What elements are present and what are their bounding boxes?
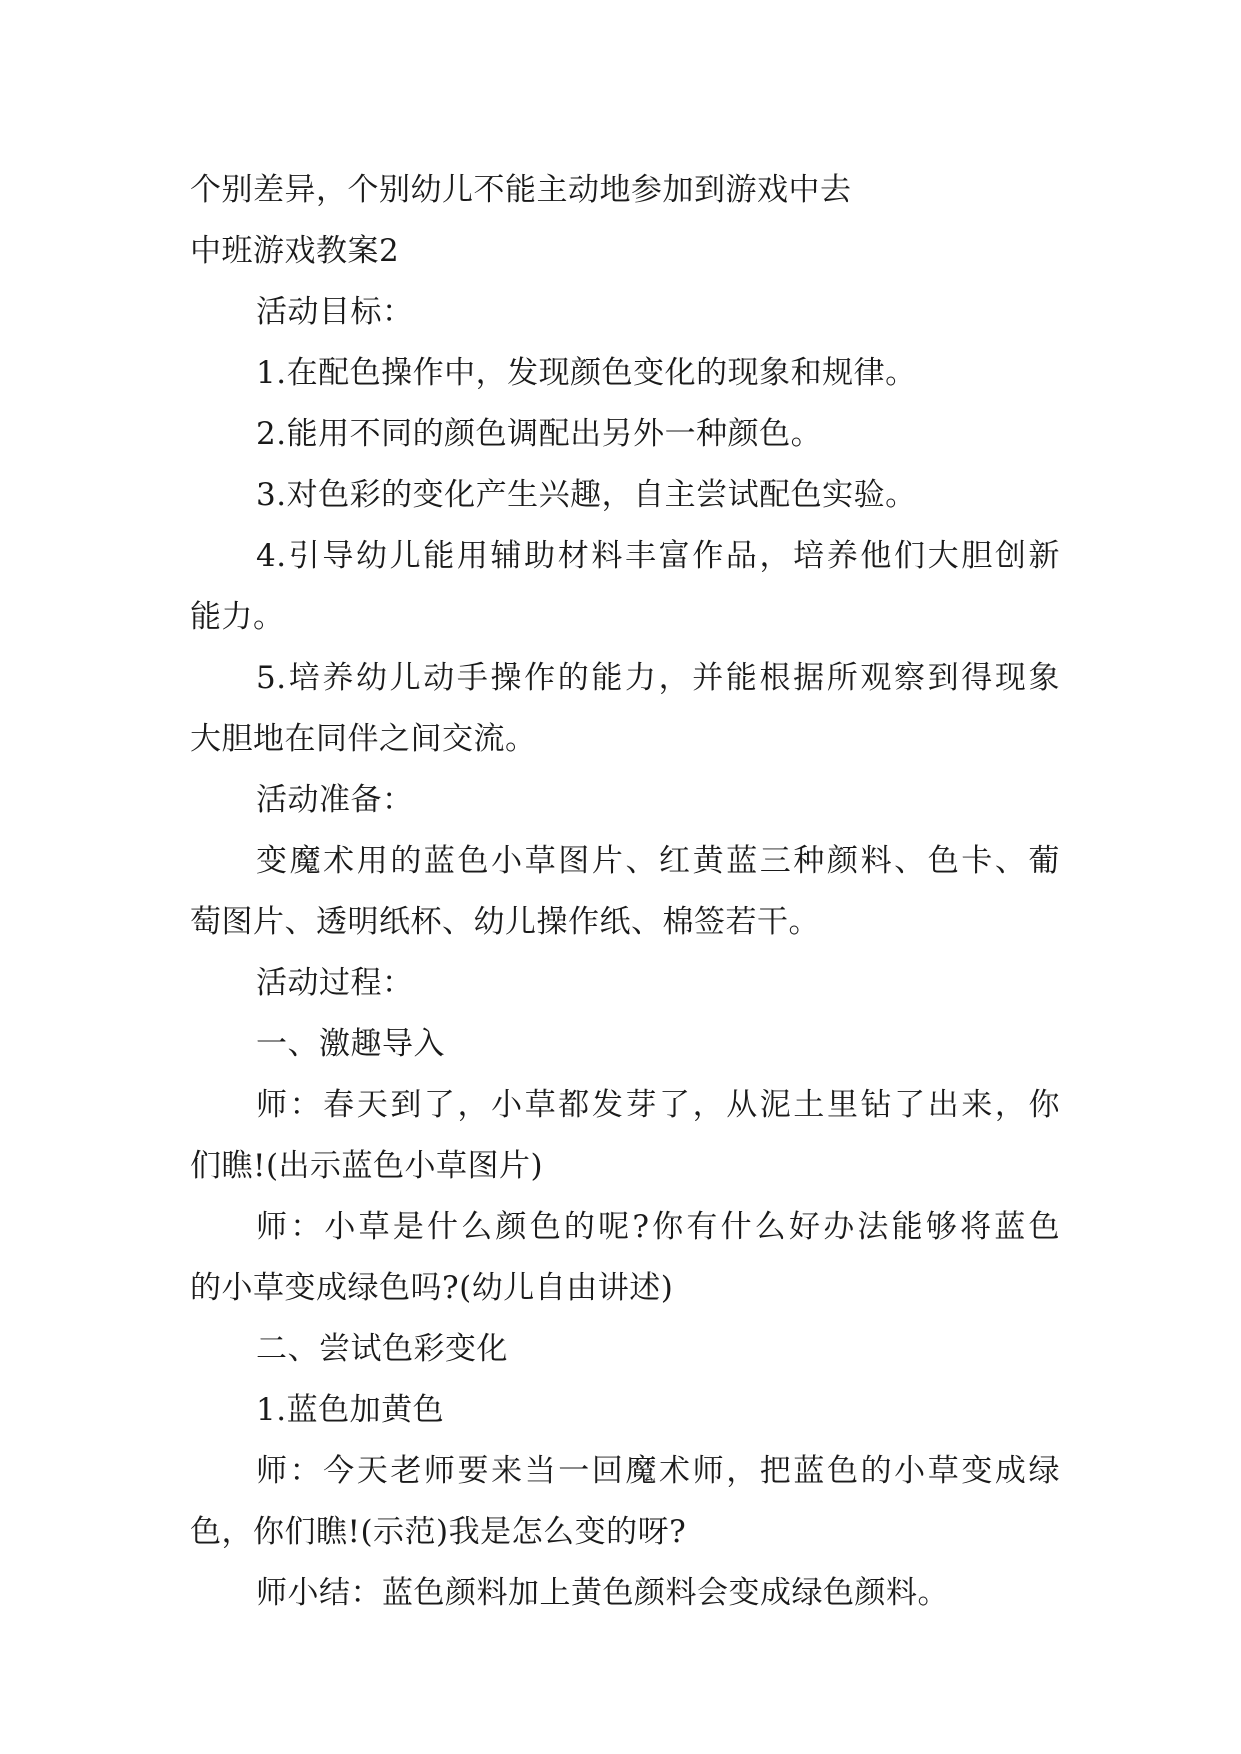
body-line: 变魔术用的蓝色小草图片、红黄蓝三种颜料、色卡、葡	[256, 843, 1060, 879]
body-line: 师小结：蓝色颜料加上黄色颜料会变成绿色颜料。	[256, 1575, 949, 1611]
goal-item: 4.引导幼儿能用辅助材料丰富作品，培养他们大胆创新	[256, 538, 1060, 574]
goal-item: 3.对色彩的变化产生兴趣，自主尝试配色实验。	[256, 477, 917, 513]
body-line: 师：春天到了，小草都发芽了，从泥土里钻了出来，你	[256, 1087, 1060, 1123]
subheading-activity-process: 活动过程：	[256, 965, 414, 1001]
subheading-activity-prep: 活动准备：	[256, 782, 414, 818]
goal-item: 2.能用不同的颜色调配出另外一种颜色。	[256, 416, 823, 452]
body-line: 师：小草是什么颜色的呢?你有什么好办法能够将蓝色	[256, 1209, 1060, 1245]
body-line-continued: 的小草变成绿色吗?(幼儿自由讲述)	[190, 1270, 674, 1306]
body-line-continued: 萄图片、透明纸杯、幼儿操作纸、棉签若干。	[190, 904, 820, 940]
subheading-activity-goals: 活动目标：	[256, 294, 414, 330]
body-line-continued: 色，你们瞧!(示范)我是怎么变的呀?	[190, 1514, 687, 1550]
goal-item: 5.培养幼儿动手操作的能力，并能根据所观察到得现象	[256, 660, 1060, 696]
body-line: 个别差异，个别幼儿不能主动地参加到游戏中去	[190, 172, 852, 208]
step-heading: 二、尝试色彩变化	[256, 1331, 508, 1367]
sub-step-heading: 1.蓝色加黄色	[256, 1392, 445, 1428]
section-heading: 中班游戏教案2	[190, 233, 400, 269]
goal-item-continued: 能力。	[190, 599, 285, 635]
goal-item: 1.在配色操作中，发现颜色变化的现象和规律。	[256, 355, 917, 391]
document-page	[190, 160, 1060, 1624]
body-line-continued: 们瞧!(出示蓝色小草图片)	[190, 1148, 544, 1184]
body-line: 师：今天老师要来当一回魔术师，把蓝色的小草变成绿	[256, 1453, 1060, 1489]
goal-item-continued: 大胆地在同伴之间交流。	[190, 721, 537, 757]
step-heading: 一、激趣导入	[256, 1026, 445, 1062]
